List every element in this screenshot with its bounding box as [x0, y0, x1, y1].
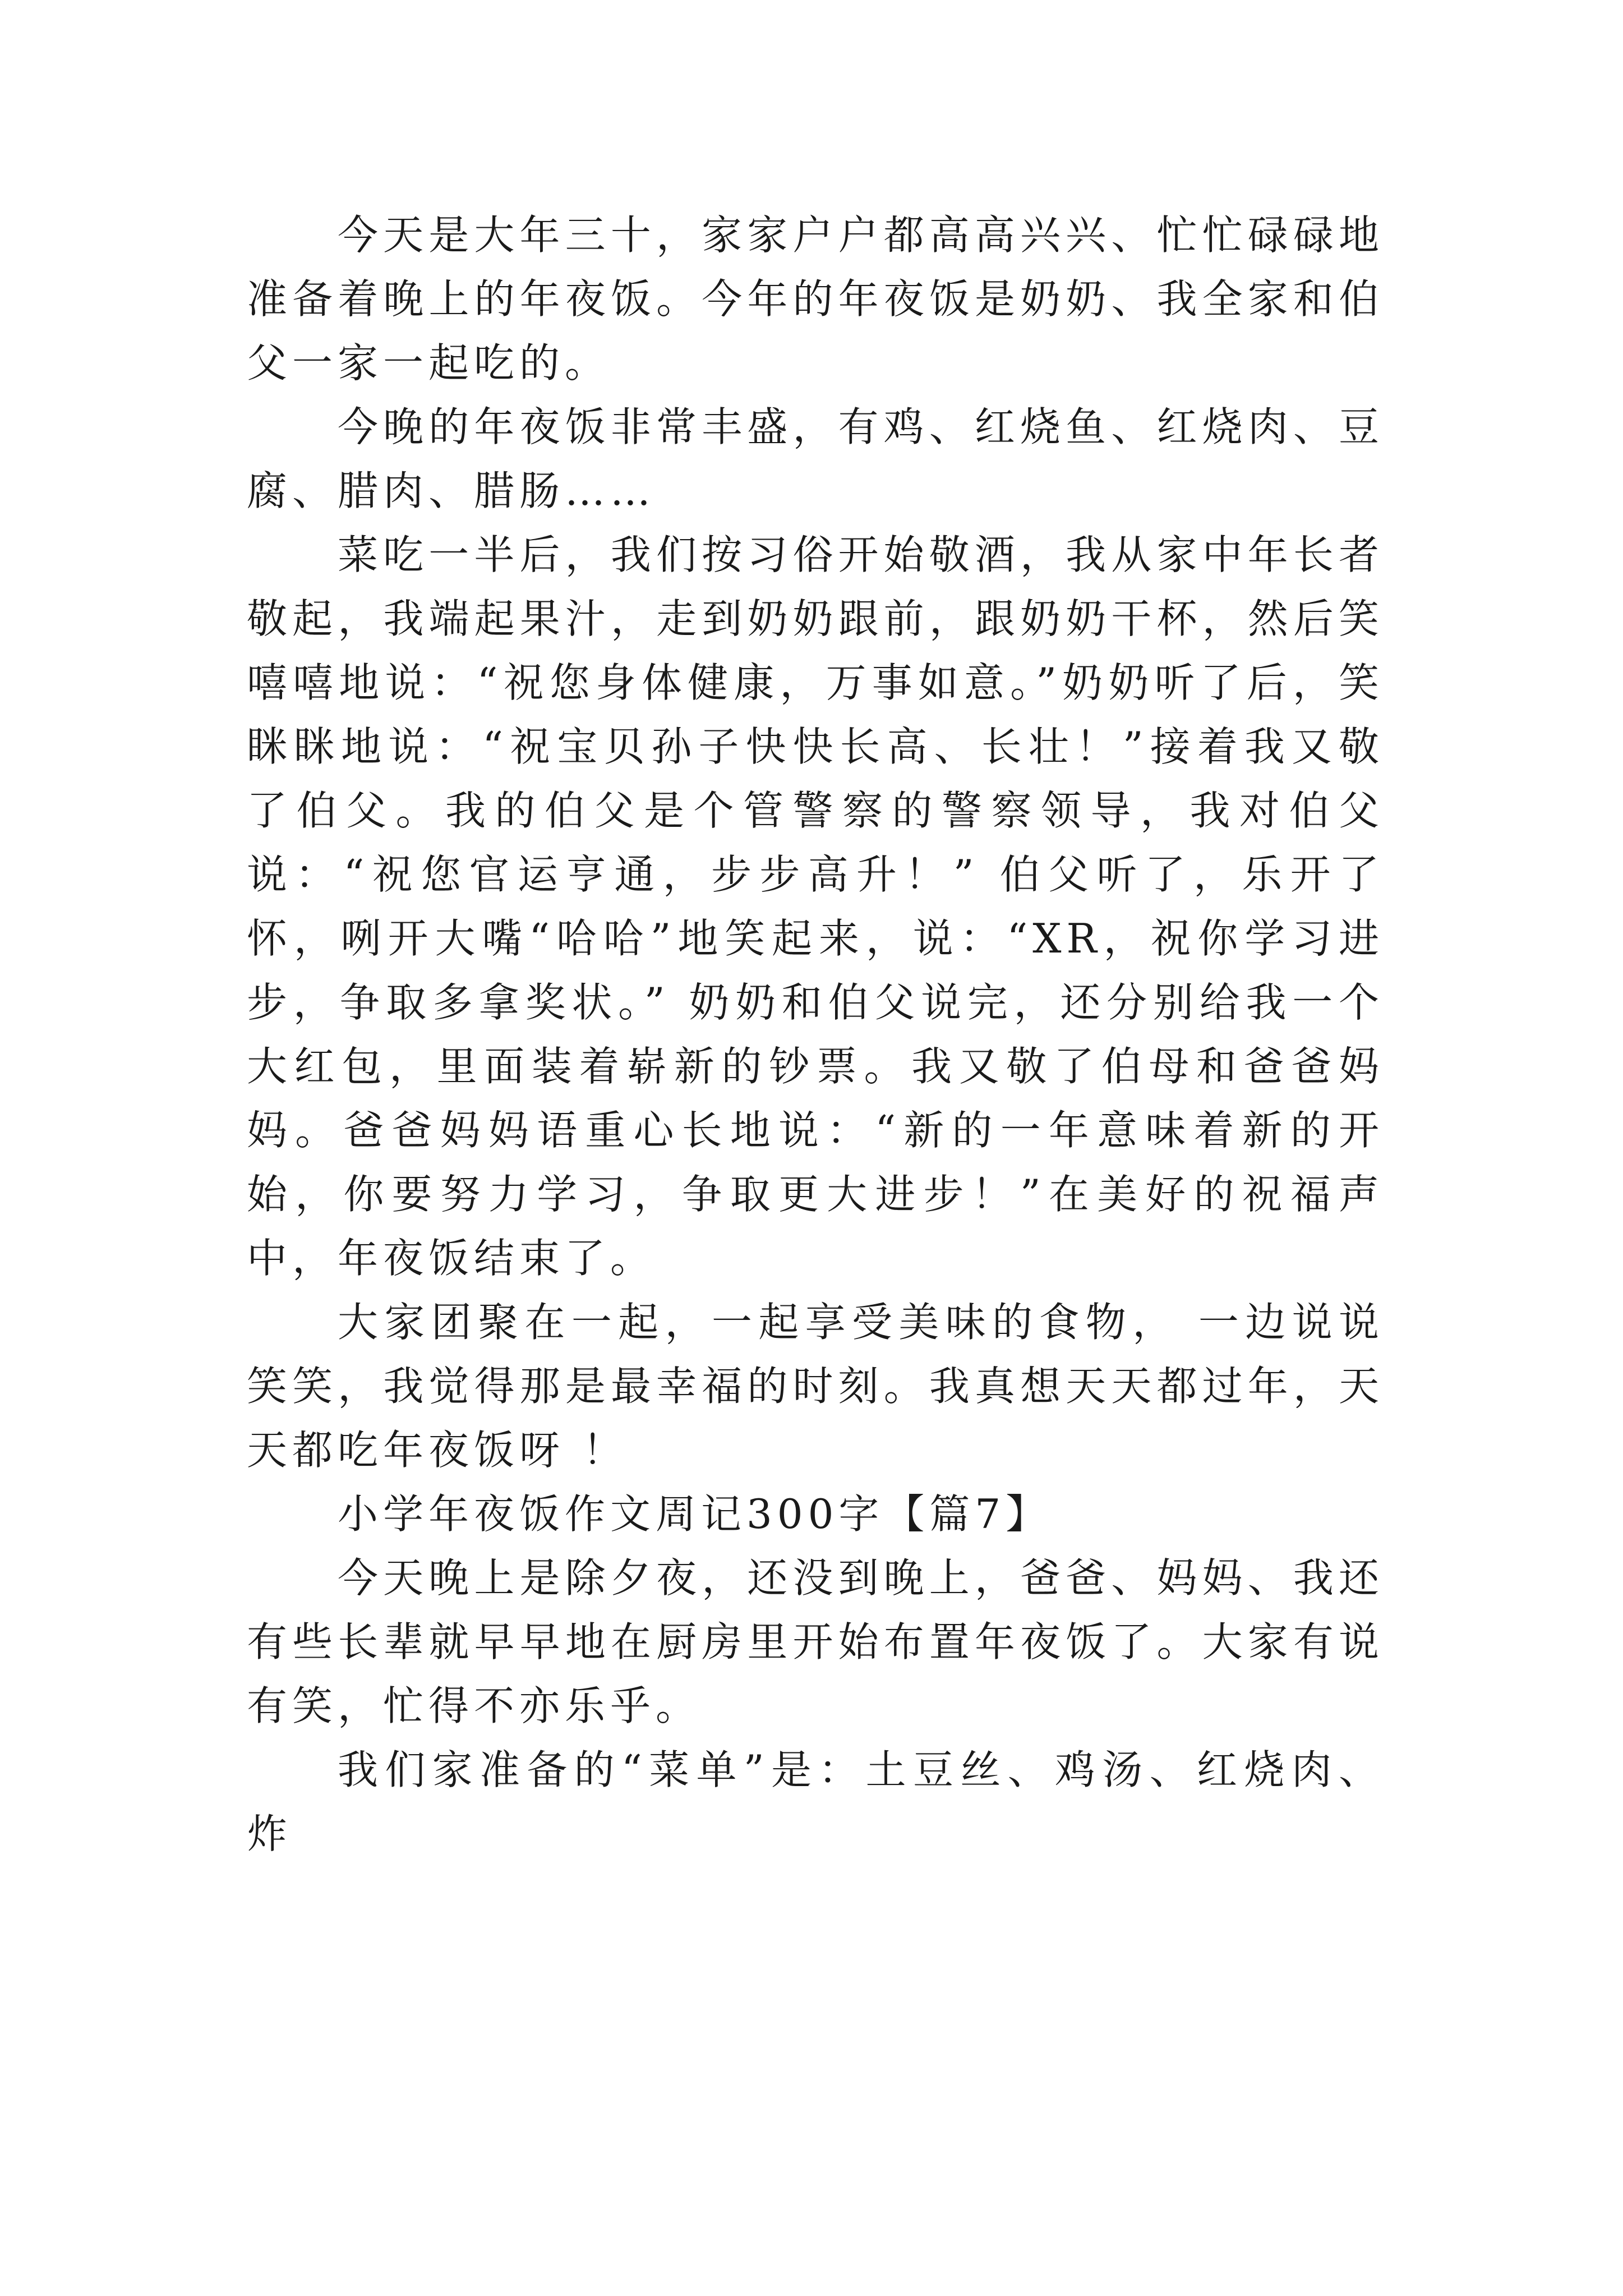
- paragraph-menu: 我们家准备的“菜单”是：土豆丝、鸡汤、红烧肉、炸: [247, 1746, 1384, 1857]
- paragraph-happiest-moment: 大家团聚在一起，一起享受美味的食物， 一边说说笑笑，我觉得那是最幸福的时刻。我真想天天都过年，天天都吃年夜饭呀 ！: [247, 1299, 1384, 1474]
- paragraph-dinner-dishes: 今晚的年夜饭非常丰盛，有鸡、红烧鱼、红烧肉、豆腐、腊肉、腊肠……: [247, 403, 1384, 514]
- section-heading: 小学年夜饭作文周记300字【篇7】: [338, 1490, 1052, 1538]
- paragraph-preparing-dinner: 今天晚上是除夕夜，还没到晚上，爸爸、妈妈、我还有些长辈就早早地在厨房里开始布置年夜饭了。大家有说有笑，忙得不亦乐乎。: [247, 1554, 1384, 1729]
- paragraph-toasting: 菜吃一半后，我们按习俗开始敬酒，我从家中年长者敬起，我端起果汁，走到奶奶跟前，跟奶奶干杯，然后笑嘻嘻地说：“祝您身体健康，万事如意。”奶奶听了后，笑眯眯地说：“祝宝贝孙子快快长高、长壮！”接着我又敬了伯父。我的伯父是个管警察的警察领导，我对伯父说：“祝您官运亨通，步步高升！” 伯父听了，乐开了怀，咧开大嘴“哈哈”地笑起来，说：“XR，祝你学习进步，争取多拿奖状。” 奶奶和伯父说完，还分别给我一个大红包，里面装着崭新的钞票。我又敬了伯母和爸爸妈妈。爸爸妈妈语重心长地说：“新的一年意味着新的开始，你要努力学习，争取更大进步！”在美好的祝福声中，年夜饭结束了。: [247, 531, 1384, 1282]
- paragraph-new-year-eve-intro: 今天是大年三十，家家户户都高高兴兴、忙忙碌碌地准备着晚上的年夜饭。今年的年夜饭是奶奶、我全家和伯父一家一起吃的。: [247, 211, 1384, 386]
- document-body: [247, 203, 1384, 1866]
